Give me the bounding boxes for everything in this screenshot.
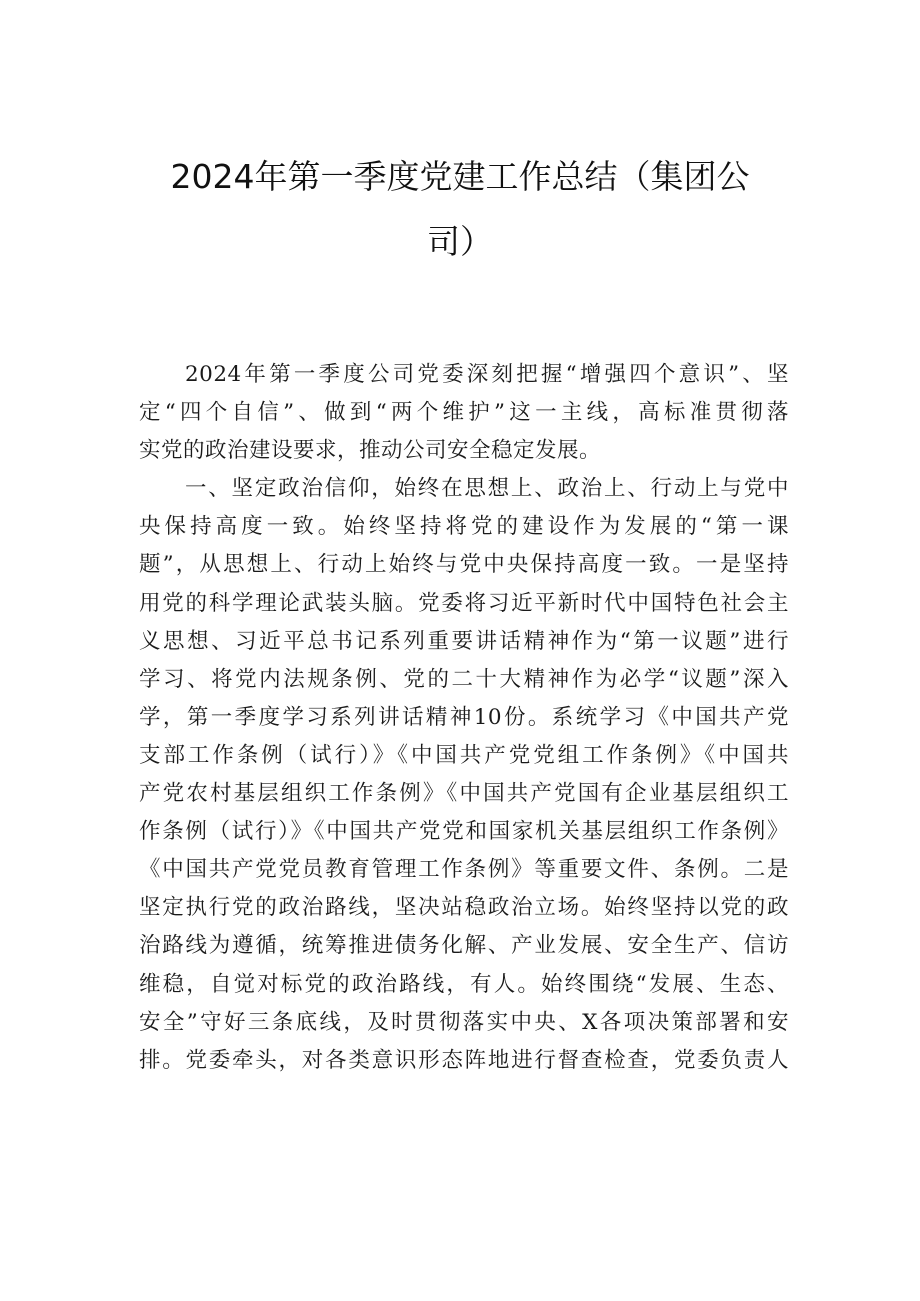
paragraph-intro bbox=[139, 356, 789, 470]
text-line: 央保持高度一致。始终坚持将党的建设作为发展的“第一课 bbox=[139, 514, 789, 540]
paragraph-section-1 bbox=[139, 470, 789, 1080]
text-line: 学习、将党内法规条例、党的二十大精神作为必学“议题”深入 bbox=[139, 666, 789, 692]
text-line: 支部工作条例（试行）》《中国共产党党组工作条例》《中国共 bbox=[139, 742, 789, 768]
text-line: 坚定执行党的政治路线，坚决站稳政治立场。始终坚持以党的政 bbox=[139, 895, 789, 921]
text-line: 《中国共产党党员教育管理工作条例》等重要文件、条例。二是 bbox=[139, 857, 789, 883]
text-line: 排。党委牵头，对各类意识形态阵地进行督查检查，党委负责人 bbox=[139, 1047, 789, 1073]
document-title-line-1: 2024年第一季度党建工作总结（集团公 bbox=[170, 157, 750, 196]
text-line: 作条例（试行）》《中国共产党党和国家机关基层组织工作条例》 bbox=[139, 819, 789, 845]
text-line: 实党的政治建设要求，推动公司安全稳定发展。 bbox=[139, 438, 602, 464]
text-line: 维稳，自觉对标党的政治路线，有人。始终围绕“发展、生态、 bbox=[139, 971, 789, 997]
text-line: 安全”守好三条底线，及时贯彻落实中央、X各项决策部署和安 bbox=[139, 1009, 789, 1035]
document-body bbox=[139, 356, 789, 1080]
document-title-line-2: 司） bbox=[427, 222, 493, 261]
text-line: 产党农村基层组织工作条例》《中国共产党国有企业基层组织工 bbox=[139, 781, 789, 807]
text-line: 学，第一季度学习系列讲话精神10份。系统学习《中国共产党 bbox=[139, 704, 789, 730]
text-line: 题”，从思想上、行动上始终与党中央保持高度一致。一是坚持 bbox=[139, 552, 789, 578]
text-line: 2024年第一季度公司党委深刻把握“增强四个意识”、坚 bbox=[185, 362, 789, 387]
text-line: 一、坚定政治信仰，始终在思想上、政治上、行动上与党中 bbox=[185, 476, 789, 502]
text-line: 义思想、习近平总书记系列重要讲话精神作为“第一议题”进行 bbox=[139, 628, 789, 654]
text-line: 用党的科学理论武装头脑。党委将习近平新时代中国特色社会主 bbox=[139, 590, 789, 616]
text-line: 定“四个自信”、做到“两个维护”这一主线，高标准贯彻落 bbox=[139, 400, 789, 426]
text-line: 治路线为遵循，统筹推进债务化解、产业发展、安全生产、信访 bbox=[139, 933, 789, 959]
